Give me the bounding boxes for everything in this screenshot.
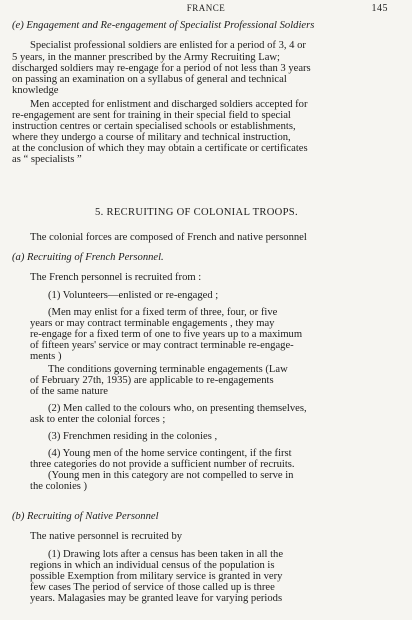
- section-e-heading: (e) Engagement and Re-engagement of Specialist Professional Soldiers: [12, 20, 315, 31]
- text-line: few cases The period of service of those called up is three: [30, 582, 275, 593]
- text-line: of fifteen years' service or may contract terminable re-engage-: [30, 340, 294, 351]
- text-line: discharged soldiers may re-engage for a period of not less than 3 years: [12, 63, 311, 74]
- list-item: (4) Young men of the home service contingent, if the first: [48, 448, 292, 459]
- text-line: three categories do not provide a sufficient number of recruits.: [30, 459, 295, 470]
- text-line: The French personnel is recruited from :: [30, 272, 202, 283]
- running-title: FRANCE: [186, 3, 226, 13]
- text-line: instruction centres or certain specialised schools or establishments,: [12, 121, 296, 132]
- text-line: (Men may enlist for a fixed term of three, four, or five: [48, 307, 278, 318]
- text-line: The native personnel is recruited by: [30, 531, 183, 542]
- text-line: of February 27th, 1935) are applicable to re-engagements: [30, 375, 274, 386]
- text-line: where they undergo a course of military and technical instruction,: [12, 132, 291, 143]
- list-item: (3) Frenchmen residing in the colonies ,: [48, 431, 218, 442]
- text-line: the colonies ): [30, 481, 88, 492]
- text-line: ments ): [30, 351, 62, 362]
- text-line: Specialist professional soldiers are enlisted for a period of 3, 4 or: [30, 40, 306, 51]
- text-line: Men accepted for enlistment and discharged soldiers accepted for: [30, 99, 308, 110]
- running-header: [0, 3, 412, 15]
- list-item: (1) Drawing lots after a census has been taken in all the: [48, 549, 284, 560]
- text-line: re-engagement are sent for training in their special field to special: [12, 110, 291, 121]
- text-line: possible Exemption from military service is granted in very: [30, 571, 283, 582]
- text-line: of the same nature: [30, 386, 108, 397]
- text-line: on passing an examination on a syllabus of general and technical: [12, 74, 287, 85]
- list-item: (2) Men called to the colours who, on presenting themselves,: [48, 403, 307, 414]
- text-line: as “ specialists ”: [12, 154, 82, 165]
- text-line: at the conclusion of which they may obtain a certificate or certificates: [12, 143, 308, 154]
- text-line: The conditions governing terminable engagements (Law: [48, 364, 288, 375]
- section-5-heading: 5. RECRUITING OF COLONIAL TROOPS.: [95, 207, 298, 218]
- text-line: (Young men in this category are not compelled to serve in: [48, 470, 294, 481]
- text-line: regions in which an individual census of the population is: [30, 560, 275, 571]
- text-line: years or may contract terminable engagements , they may: [30, 318, 275, 329]
- text-line: 5 years, in the manner prescribed by the Army Recruiting Law;: [12, 52, 280, 63]
- subsection-a-heading: (a) Recruiting of French Personnel.: [12, 252, 164, 263]
- text-line: The colonial forces are composed of French and native personnel: [30, 232, 307, 243]
- text-line: knowledge: [12, 85, 59, 96]
- page-number: 145: [371, 3, 388, 14]
- subsection-b-heading: (b) Recruiting of Native Personnel: [12, 511, 159, 522]
- list-item: (1) Volunteers—enlisted or re-engaged ;: [48, 290, 219, 301]
- text-line: ask to enter the colonial forces ;: [30, 414, 166, 425]
- text-line: re-engage for a fixed term of one to five years up to a maximum: [30, 329, 303, 340]
- text-line: years. Malagasies may be granted leave for varying periods: [30, 593, 283, 604]
